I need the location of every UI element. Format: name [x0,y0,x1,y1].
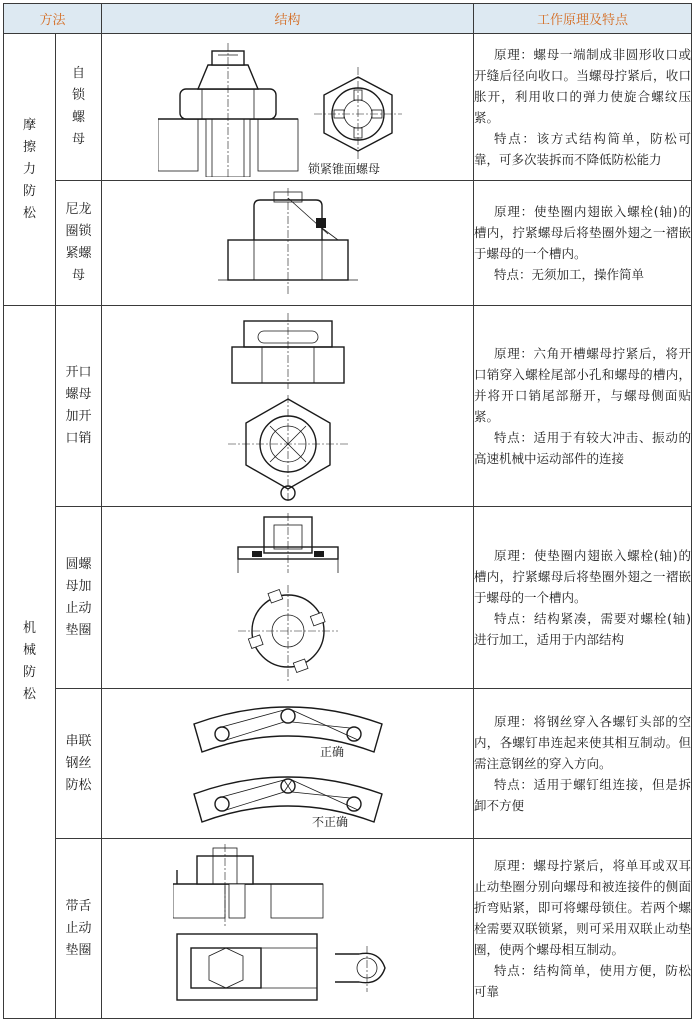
structure-figure [102,689,474,839]
tab-washer-drawing [173,844,403,1014]
header-method: 方法 [4,4,102,34]
table-row [4,34,692,181]
incorrect-label: 不正确 [311,814,348,829]
series-wire-drawing [188,694,388,834]
structure-figure [102,507,474,689]
principle-cell: 原理：将钢丝穿入各螺钉头部的空内，各螺钉串连起来使其相互制动。但需注意钢丝的穿入方向。 特点：适用于螺钉组连接，但是拆卸不方便 [474,689,692,839]
table-row [4,306,692,507]
structure-figure [102,306,474,507]
structure-figure [102,34,474,181]
header-principle: 工作原理及特点 [474,4,692,34]
principle-cell: 原理：螺母拧紧后，将单耳或双耳止动垫圈分别向螺母和被连接件的侧面折弯贴紧，即可将螺母锁住。若两个螺栓需要双联锁紧，则可采用双联止动垫圈，使两个螺母相互制动。 特点：结构简单，使用方便，防松可靠 [474,839,692,1019]
anti-loosening-table [3,3,692,1019]
principle-cell: 原理：螺母一端制成非圆形收口或开缝后径向收口。当螺母拧紧后，收口胀开，利用收口的弹力使旋合螺纹压紧。 特点：该方式结构简单，防松可靠，可多次装拆而不降低防松能力 [474,34,692,181]
table-header-row [4,4,692,34]
cotter-pin-nut-drawing [218,311,358,501]
nylon-ring-nut-drawing [218,188,358,298]
category-mechanical: 机械防松 [4,306,56,1019]
nut-label: 锁紧锥面螺母 [307,162,380,176]
method-name: 串联钢丝防松 [56,689,102,839]
method-name: 带舌止动垫圈 [56,839,102,1019]
method-name: 尼龙圈锁紧螺母 [56,181,102,306]
round-nut-washer-drawing [218,513,358,683]
principle-cell: 原理：六角开槽螺母拧紧后，将开口销穿入螺栓尾部小孔和螺母的槽内，并将开口销尾部掰开，与螺母侧面贴紧。 特点：适用于有较大冲击、振动的高速机械中运动部件的连接 [474,306,692,507]
table-row [4,689,692,839]
method-name: 圆螺母加止动垫圈 [56,507,102,689]
structure-figure [102,181,474,306]
method-name: 开口螺母加开口销 [56,306,102,507]
principle-cell: 原理：使垫圈内翅嵌入螺栓(轴)的槽内，拧紧螺母后将垫圈外翅之一褶嵌于螺母的一个槽内。 特点：无须加工，操作简单 [474,181,692,306]
header-structure: 结构 [102,4,474,34]
category-friction: 摩擦力防松 [4,34,56,306]
principle-cell: 原理：使垫圈内翅嵌入螺栓(轴)的槽内，拧紧螺母后将垫圈外翅之一褶嵌于螺母的一个槽内。 特点：结构紧凑，需要对螺栓(轴)进行加工，适用于内部结构 [474,507,692,689]
self-locking-nut-drawing [158,37,418,177]
structure-figure [102,839,474,1019]
table-row [4,507,692,689]
method-name: 自锁螺母 [56,34,102,181]
correct-label: 正确 [319,744,344,759]
table-row [4,839,692,1019]
table-row [4,181,692,306]
